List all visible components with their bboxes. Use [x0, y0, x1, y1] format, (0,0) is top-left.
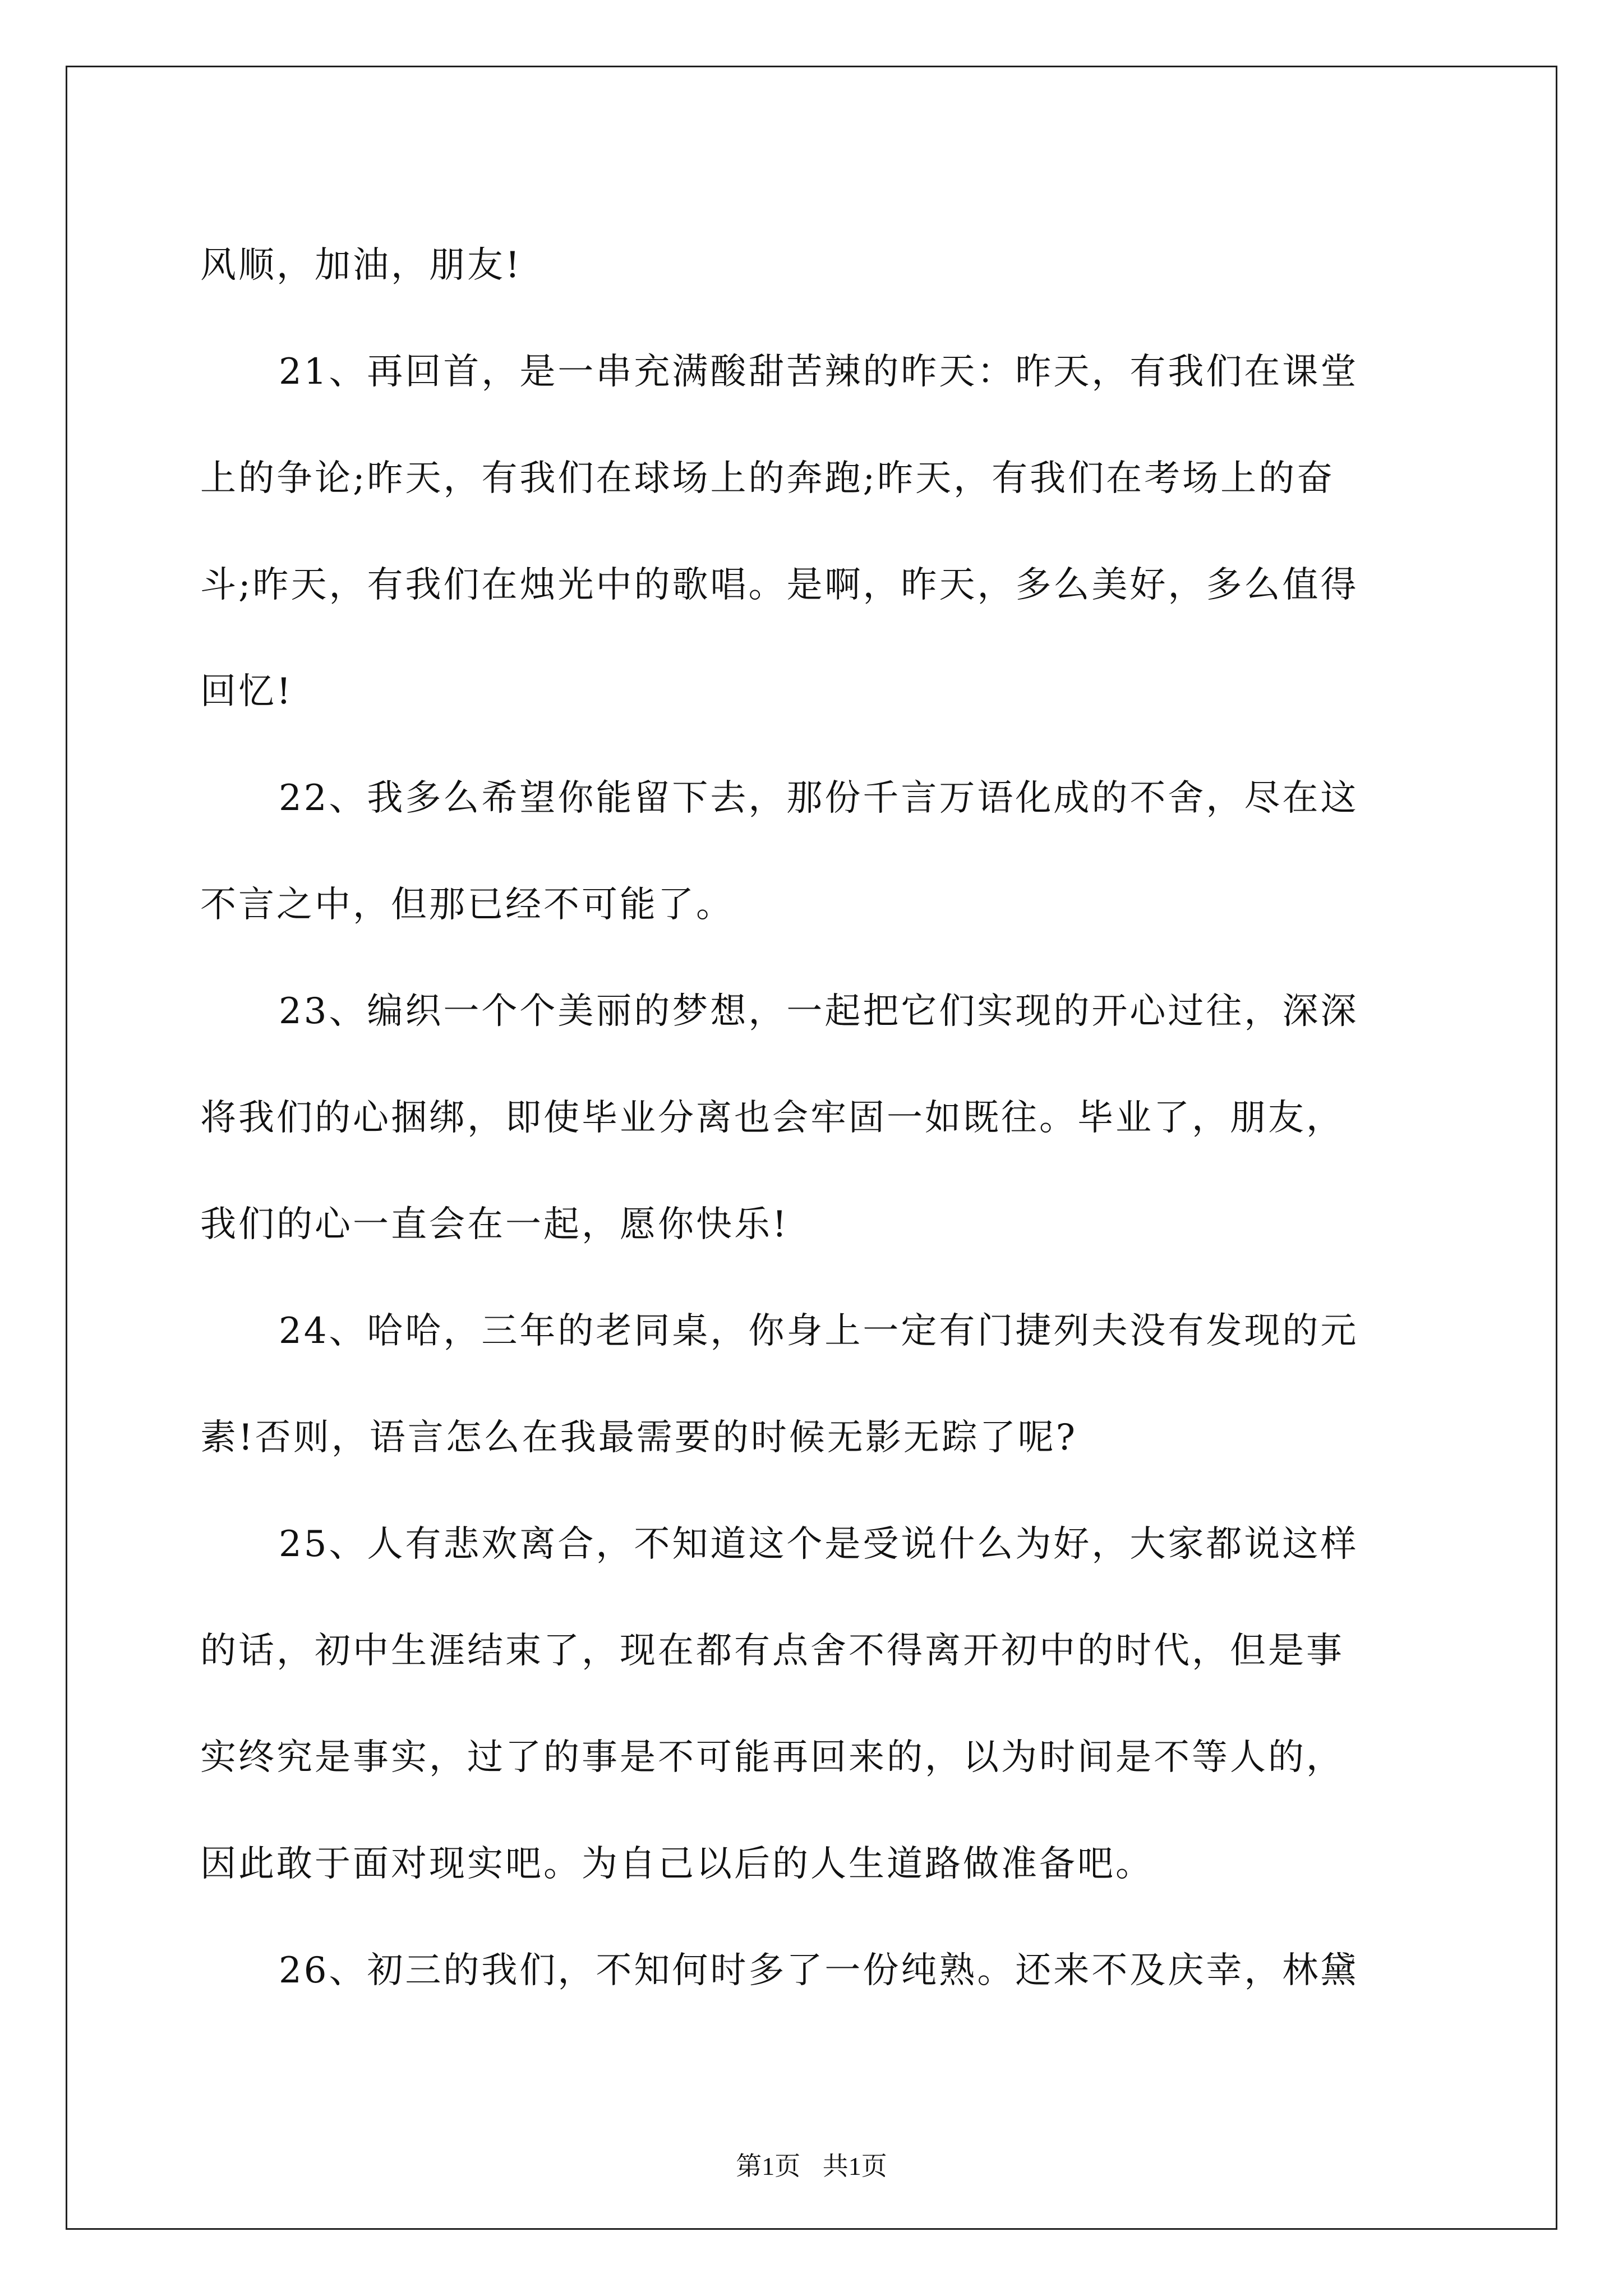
- page-number: 第1页: [736, 2152, 801, 2180]
- page-total: 共1页: [822, 2152, 887, 2180]
- text-line: 上的争论;昨天，有我们在球场上的奔跑;昨天，有我们在考场上的奋: [200, 458, 1335, 499]
- text-line: 我们的心一直会在一起，愿你快乐!: [200, 1204, 789, 1245]
- text-line: 不言之中，但那已经不可能了。: [200, 884, 734, 926]
- text-line: 22、我多么希望你能留下去，那份千言万语化成的不舍，尽在这: [279, 777, 1359, 819]
- text-line: 21、再回首，是一串充满酸甜苦辣的昨天：昨天，有我们在课堂: [279, 351, 1359, 393]
- text-line: 25、人有悲欢离合，不知道这个是受说什么为好，大家都说这样: [279, 1524, 1359, 1565]
- text-line: 的话，初中生涯结束了，现在都有点舍不得离开初中的时代，但是事: [200, 1630, 1344, 1672]
- text-line: 回忆!: [200, 671, 293, 712]
- text-line: 斗;昨天，有我们在烛光中的歌唱。是啊，昨天，多么美好，多么值得: [200, 564, 1359, 606]
- text-line: 24、哈哈，三年的老同桌，你身上一定有门捷列夫没有发现的元: [279, 1310, 1359, 1352]
- document-body: [200, 212, 1434, 2024]
- text-line: 26、初三的我们，不知何时多了一份纯熟。还来不及庆幸，林黛: [279, 1950, 1359, 1991]
- page-footer: [0, 2146, 1623, 2183]
- text-line: 将我们的心捆绑，即使毕业分离也会牢固一如既往。毕业了，朋友，: [200, 1097, 1344, 1139]
- text-line: 实终究是事实，过了的事是不可能再回来的，以为时间是不等人的，: [200, 1737, 1344, 1778]
- text-line: 因此敢于面对现实吧。为自己以后的人生道路做准备吧。: [200, 1843, 1154, 1885]
- text-line: 23、编织一个个美丽的梦想，一起把它们实现的开心过往，深深: [279, 991, 1359, 1032]
- text-line: 素!否则，语言怎么在我最需要的时候无影无踪了呢?: [200, 1417, 1078, 1458]
- text-line: 风顺，加油，朋友!: [200, 245, 522, 286]
